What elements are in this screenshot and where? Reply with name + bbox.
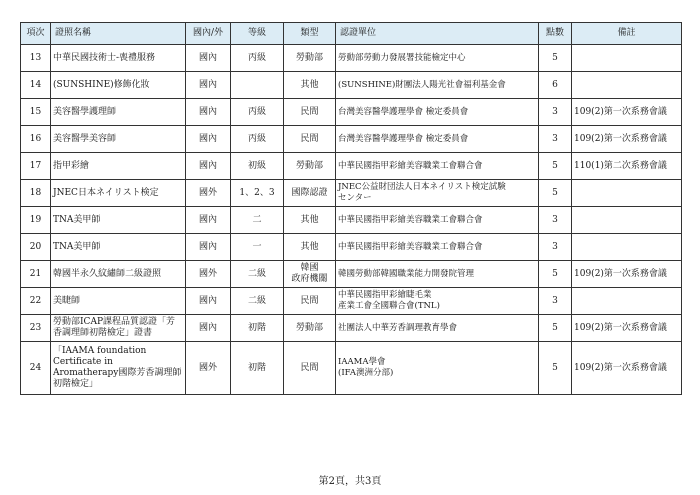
header-level: 等級 <box>231 23 284 45</box>
cell-name: 韓國半永久紋繡師二級證照 <box>51 261 186 288</box>
certificate-table <box>20 22 682 395</box>
cell-level: 一 <box>231 234 284 261</box>
cell-region: 國外 <box>186 342 231 395</box>
cell-level: 初級 <box>231 153 284 180</box>
cell-type: 民間 <box>284 342 336 395</box>
cell-points: 5 <box>539 315 572 342</box>
cell-region: 國內 <box>186 45 231 72</box>
header-row <box>21 23 682 45</box>
table-row <box>21 153 682 180</box>
cell-name: 中華民國技術士-喪禮服務 <box>51 45 186 72</box>
cell-no: 17 <box>21 153 51 180</box>
table-row <box>21 99 682 126</box>
cell-type: 國際認證 <box>284 180 336 207</box>
cell-note <box>572 180 682 207</box>
table-row <box>21 315 682 342</box>
cell-type: 其他 <box>284 72 336 99</box>
cell-type: 民間 <box>284 288 336 315</box>
page-footer: 第2頁，共3頁 <box>318 476 382 487</box>
cell-region: 國內 <box>186 234 231 261</box>
cell-points: 3 <box>539 234 572 261</box>
cell-type: 韓國 政府機關 <box>284 261 336 288</box>
cell-no: 20 <box>21 234 51 261</box>
cell-no: 16 <box>21 126 51 153</box>
cell-level: 初階 <box>231 342 284 395</box>
cell-points: 6 <box>539 72 572 99</box>
cell-note: 109(2)第一次系務會議 <box>572 99 682 126</box>
cell-name: 美容醫學護理師 <box>51 99 186 126</box>
table-row <box>21 126 682 153</box>
cell-points: 5 <box>539 261 572 288</box>
cell-points: 3 <box>539 99 572 126</box>
cell-level: 丙級 <box>231 99 284 126</box>
cell-region: 國內 <box>186 126 231 153</box>
cell-type: 民間 <box>284 126 336 153</box>
cell-region: 國內 <box>186 288 231 315</box>
cell-unit: (SUNSHINE)財團法人陽光社會福利基金會 <box>336 72 539 99</box>
cell-unit: 韓國勞動部韓國職業能力開發院管理 <box>336 261 539 288</box>
cell-points: 3 <box>539 288 572 315</box>
cell-name: 指甲彩繪 <box>51 153 186 180</box>
cell-name: JNEC日本ネイリスト検定 <box>51 180 186 207</box>
cell-note: 110(1)第二次系務會議 <box>572 153 682 180</box>
cell-no: 15 <box>21 99 51 126</box>
cell-points: 5 <box>539 153 572 180</box>
cell-region: 國外 <box>186 261 231 288</box>
header-no: 項次 <box>21 23 51 45</box>
cell-name: 「IAAMA foundation Certificate in Aromatherapy國際芳香調理師 初階檢定」 <box>51 342 186 395</box>
cell-note <box>572 72 682 99</box>
cell-type: 勞動部 <box>284 315 336 342</box>
cell-unit: 中華民國指甲彩繪美容職業工會聯合會 <box>336 153 539 180</box>
cell-level: 丙級 <box>231 45 284 72</box>
header-unit: 認證單位 <box>336 23 539 45</box>
cell-note <box>572 234 682 261</box>
cell-note: 109(2)第一次系務會議 <box>572 315 682 342</box>
table-row <box>21 261 682 288</box>
cell-name: 勞動部ICAP課程品質認證「芳 香調理師初階檢定」證書 <box>51 315 186 342</box>
table-row <box>21 207 682 234</box>
cell-type: 民間 <box>284 99 336 126</box>
table-row <box>21 45 682 72</box>
header-name: 證照名稱 <box>51 23 186 45</box>
cell-level <box>231 72 284 99</box>
header-type: 類型 <box>284 23 336 45</box>
header-points: 點數 <box>539 23 572 45</box>
cell-points: 5 <box>539 342 572 395</box>
header-region: 國內/外 <box>186 23 231 45</box>
cell-unit: 台灣美容醫學護理學會 檢定委員會 <box>336 126 539 153</box>
cell-region: 國內 <box>186 315 231 342</box>
table-row <box>21 288 682 315</box>
cell-level: 1、2、3 <box>231 180 284 207</box>
cell-unit: 社團法人中華芳香調理教育學會 <box>336 315 539 342</box>
cell-unit: IAAMA學會 (IFA澳洲分部) <box>336 342 539 395</box>
cell-no: 14 <box>21 72 51 99</box>
cell-note: 109(2)第一次系務會議 <box>572 126 682 153</box>
cell-no: 19 <box>21 207 51 234</box>
cell-unit: 勞動部勞動力發展署技能檢定中心 <box>336 45 539 72</box>
cell-type: 其他 <box>284 234 336 261</box>
cell-no: 23 <box>21 315 51 342</box>
cell-unit: 台灣美容醫學護理學會 檢定委員會 <box>336 99 539 126</box>
cell-region: 國內 <box>186 72 231 99</box>
table-row <box>21 342 682 395</box>
table-row <box>21 180 682 207</box>
cell-level: 二級 <box>231 288 284 315</box>
cell-no: 21 <box>21 261 51 288</box>
cell-name: 美睫師 <box>51 288 186 315</box>
cell-unit: JNEC公益財団法人日本ネイリスト検定試験 センター <box>336 180 539 207</box>
cell-note <box>572 207 682 234</box>
cell-points: 5 <box>539 45 572 72</box>
cell-no: 22 <box>21 288 51 315</box>
cell-points: 3 <box>539 207 572 234</box>
cell-region: 國內 <box>186 99 231 126</box>
cell-name: TNA美甲師 <box>51 207 186 234</box>
cell-level: 二 <box>231 207 284 234</box>
table-row <box>21 234 682 261</box>
cell-no: 13 <box>21 45 51 72</box>
cell-name: 美容醫學美容師 <box>51 126 186 153</box>
cell-type: 其他 <box>284 207 336 234</box>
header-note: 備註 <box>572 23 682 45</box>
cell-no: 18 <box>21 180 51 207</box>
cell-no: 24 <box>21 342 51 395</box>
cell-level: 二級 <box>231 261 284 288</box>
table-row <box>21 72 682 99</box>
cell-region: 國內 <box>186 207 231 234</box>
cell-note: 109(2)第一次系務會議 <box>572 342 682 395</box>
cell-name: TNA美甲師 <box>51 234 186 261</box>
cell-points: 3 <box>539 126 572 153</box>
cell-unit: 中華民國指甲彩繪美容職業工會聯合會 <box>336 207 539 234</box>
cell-type: 勞動部 <box>284 153 336 180</box>
cell-note <box>572 45 682 72</box>
cell-unit: 中華民國指甲彩繪睫毛業 產業工會全國聯合會(TNL) <box>336 288 539 315</box>
cell-type: 勞動部 <box>284 45 336 72</box>
cell-level: 丙級 <box>231 126 284 153</box>
cell-region: 國內 <box>186 153 231 180</box>
cell-points: 5 <box>539 180 572 207</box>
cell-note <box>572 288 682 315</box>
cell-name: (SUNSHINE)修飾化妝 <box>51 72 186 99</box>
cell-level: 初階 <box>231 315 284 342</box>
cell-note: 109(2)第一次系務會議 <box>572 261 682 288</box>
cell-region: 國外 <box>186 180 231 207</box>
cell-unit: 中華民國指甲彩繪美容職業工會聯合會 <box>336 234 539 261</box>
